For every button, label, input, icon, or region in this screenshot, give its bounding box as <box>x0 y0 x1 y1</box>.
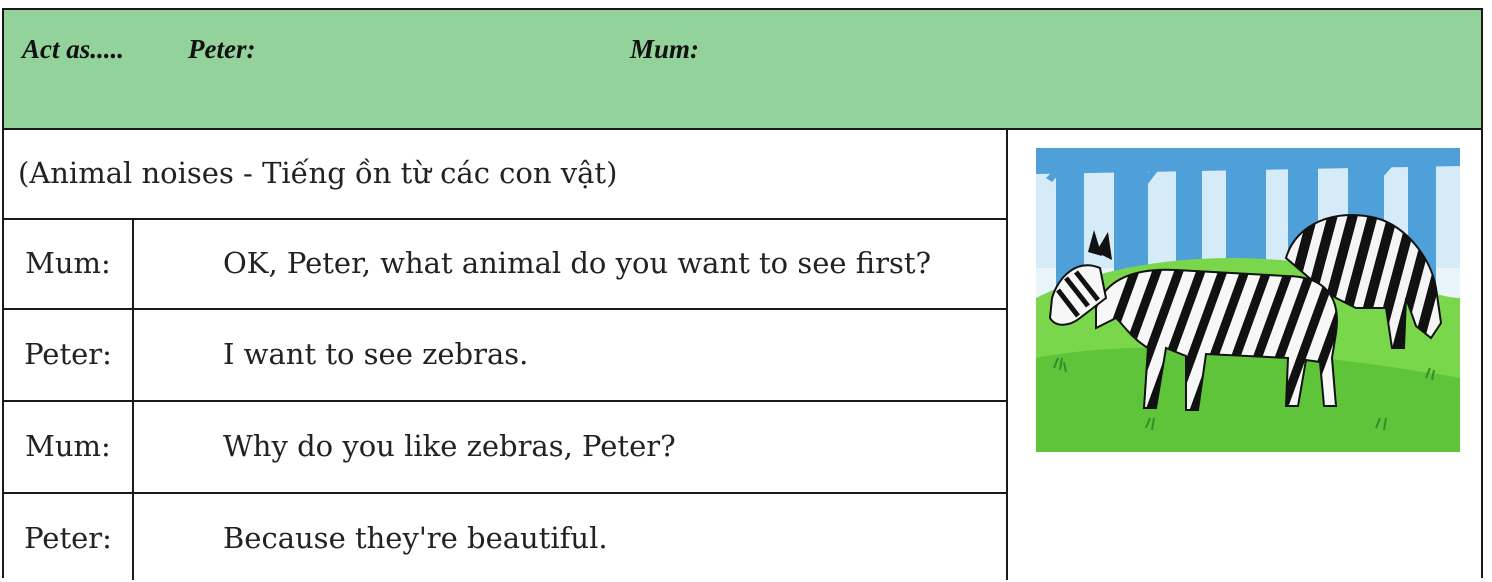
line-cell: I want to see zebras. <box>223 337 529 371</box>
mum-role-label: Mum: <box>630 34 700 64</box>
speaker-cell: Peter: <box>4 310 134 400</box>
role-header <box>4 10 1481 130</box>
dialogue-row <box>4 402 1006 494</box>
dialogue-row <box>4 310 1006 402</box>
dialogue-row <box>4 494 1006 580</box>
peter-role-label: Peter: <box>188 34 256 64</box>
speaker-cell: Mum: <box>4 402 134 492</box>
act-as-label: Act as..... <box>22 34 125 64</box>
line-cell: Because they're beautiful. <box>223 521 608 555</box>
dialogue-column <box>4 130 1008 580</box>
speaker-cell: Peter: <box>4 494 134 580</box>
dialogue-row <box>4 220 1006 310</box>
speaker-cell: Mum: <box>4 220 134 308</box>
zebras-illustration <box>1036 148 1460 452</box>
line-cell: OK, Peter, what animal do you want to see first? <box>223 246 932 280</box>
animal-noises-line: (Animal noises - Tiếng ồn từ các con vật) <box>4 130 1006 220</box>
line-cell: Why do you like zebras, Peter? <box>223 429 676 463</box>
